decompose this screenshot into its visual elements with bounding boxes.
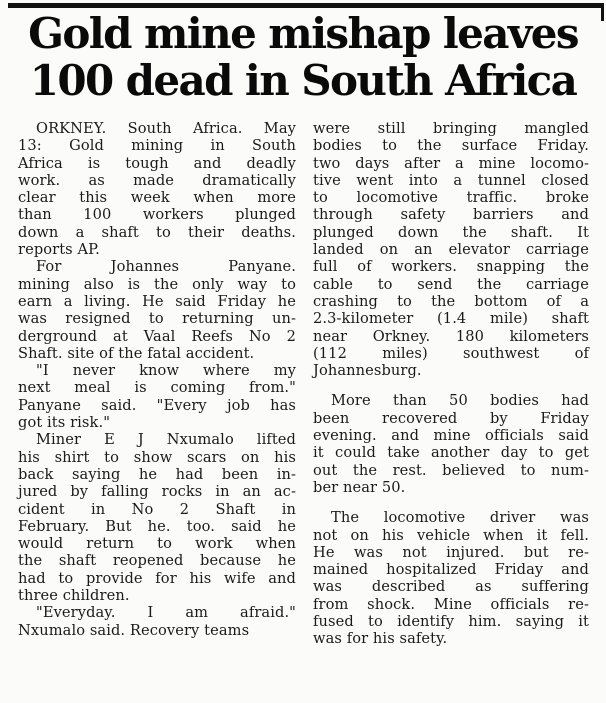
article-text-line: tive went into a tunnel closed: [313, 171, 589, 189]
article-text-line: evening. and mine officials said: [313, 427, 589, 445]
article-text-line: More than 50 bodies had: [331, 392, 589, 410]
article-text-line: mining also is the only way to: [18, 275, 296, 293]
article-text-line: not on his vehicle when it fell.: [313, 526, 589, 544]
article-text-line: cident in No 2 Shaft in: [18, 500, 296, 518]
top-border-rule: [8, 3, 604, 8]
article-text-line: 2.3-kilometer (1.4 mile) shaft: [313, 310, 589, 328]
article-text-line: out the rest. believed to num-: [313, 461, 589, 479]
article-text-line: crashing to the bottom of a: [313, 292, 589, 310]
article-text-line: to locomotive traffic. broke: [313, 189, 589, 207]
article-text-line: it could take another day to get: [313, 444, 589, 462]
article-text-line: got its risk.": [18, 414, 111, 432]
article-text-line: near Orkney. 180 kilometers: [313, 327, 589, 345]
article-text-line: 13: Gold mining in South: [18, 137, 296, 155]
article-text-line: The locomotive driver was: [331, 509, 589, 527]
article-text-line: derground at Vaal Reefs No 2: [18, 327, 296, 345]
article-text-line: landed on an elevator carriage: [313, 241, 589, 259]
article-text-line: were still bringing mangled: [313, 120, 589, 137]
article-text-line: full of workers. snapping the: [313, 258, 589, 276]
article-text-line: back saying he had been in-: [18, 465, 296, 483]
article-text-line: down a shaft to their deaths.: [18, 223, 296, 241]
article-text-line: He was not injured. but re-: [313, 543, 589, 561]
article-text-line: next meal is coming from.": [18, 379, 296, 397]
article-text-line: "I never know where my: [36, 362, 296, 380]
article-paragraph: [313, 392, 589, 496]
article-text-line: Miner E J Nxumalo lifted: [36, 431, 296, 449]
article-text-line: Shaft. site of the fatal accident.: [18, 344, 255, 362]
headline: [10, 10, 596, 104]
article-text-line: was for his safety.: [313, 630, 448, 648]
article-text-line: Johannesburg.: [313, 362, 422, 380]
article-text-line: the shaft reopened because he: [18, 552, 296, 570]
article-text-line: ORKNEY. South Africa. May: [36, 120, 296, 137]
article-text-line: February. But he. too. said he: [18, 517, 296, 535]
article-text-line: from shock. Mine officials re-: [313, 595, 589, 613]
corner-border-rule: [601, 3, 604, 21]
article-text-line: Panyane said. "Every job has: [18, 396, 296, 414]
article-text-line: had to provide for his wife and: [18, 569, 296, 587]
article-text-line: clear this week when more: [18, 189, 296, 207]
article-text-line: his shirt to show scars on his: [18, 448, 296, 466]
headline-line-1: Gold mine mishap leaves: [28, 9, 578, 58]
article-text-line: three children.: [18, 587, 130, 605]
article-text-line: earn a living. He said Friday he: [18, 292, 296, 310]
article-text-line: bodies to the surface Friday.: [313, 137, 589, 155]
article-paragraph: [313, 509, 589, 647]
article-text-line: than 100 workers plunged: [18, 206, 296, 224]
article-text-line: would return to work when: [18, 535, 296, 553]
article-text-line: mained hospitalized Friday and: [313, 561, 589, 579]
headline-line-2: 100 dead in South Africa: [29, 56, 577, 105]
article-text-line: was described as suffering: [313, 578, 589, 596]
article-text-line: cable to send the carriage: [313, 275, 589, 293]
article-text-line: ber near 50.: [313, 478, 406, 496]
article-text-line: two days after a mine locomo-: [313, 154, 589, 172]
article-text-line: (112 miles) southwest of: [313, 344, 589, 362]
article-text-line: fused to identify him. saying it: [313, 613, 589, 631]
article-column-right: [313, 120, 589, 648]
article-paragraph: [313, 120, 589, 379]
article-column-left: [18, 120, 296, 639]
article-text-line: jured by falling rocks in an ac-: [18, 483, 296, 501]
article-text-line: Africa is tough and deadly: [18, 154, 296, 172]
article-text-line: been recovered by Friday: [313, 409, 589, 427]
article-text-line: plunged down the shaft. It: [313, 223, 589, 241]
article-text-line: reports AP.: [18, 241, 100, 259]
article-text-line: was resigned to returning un-: [18, 310, 296, 328]
article-text-line: through safety barriers and: [313, 206, 589, 224]
article-text-line: work. as made dramatically: [18, 171, 296, 189]
article-text-line: Nxumalo said. Recovery teams: [18, 621, 250, 639]
article-text-line: For Johannes Panyane.: [36, 258, 296, 276]
article-text-line: "Everyday. I am afraid.": [36, 604, 296, 622]
